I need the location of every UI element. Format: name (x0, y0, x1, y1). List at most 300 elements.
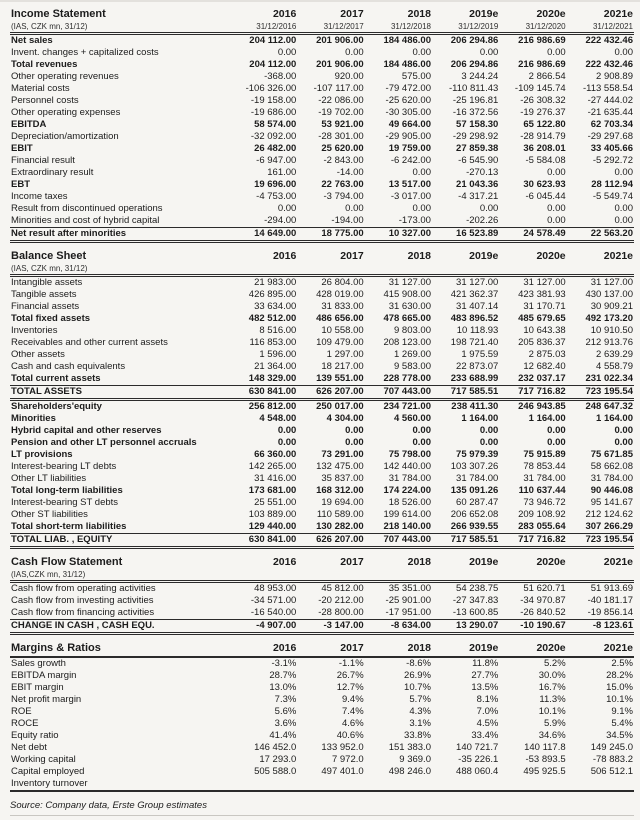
cell-value: -30 305.00 (385, 107, 431, 118)
cell-value: 31 127.00 (456, 277, 499, 288)
cell-value: 13.0% (269, 682, 297, 693)
cell-value: 0.00 (479, 47, 499, 58)
cell-value: 1 164.00 (461, 413, 499, 424)
cell-value: 9 583.00 (394, 361, 431, 372)
cell-value: -3 017.00 (390, 191, 431, 202)
cell-value: 3 244.24 (461, 71, 499, 82)
year-column-header: 2016 (272, 250, 297, 262)
cell-value: 35 837.00 (321, 473, 364, 484)
cell-value: 204 112.00 (249, 59, 297, 70)
cell-value: 415 908.00 (383, 289, 431, 300)
table-row (10, 71, 634, 83)
cell-value: -5 584.08 (525, 155, 566, 166)
year-column-header: 2021e (603, 642, 633, 654)
report-sections (10, 7, 634, 792)
cell-value: 0.00 (277, 437, 297, 448)
cell-value: -6 045.44 (525, 191, 566, 202)
section-title: Income Statement (11, 8, 106, 20)
cell-value: 3.1% (409, 718, 431, 729)
table-row (10, 657, 634, 670)
cell-value: 7.0% (476, 706, 499, 717)
cell-value: 161.00 (267, 167, 297, 178)
table-row (10, 425, 634, 437)
cell-value: -25 196.81 (452, 95, 499, 106)
cell-value: 208 123.00 (383, 337, 431, 348)
cell-value: 723 195.54 (567, 534, 634, 548)
table-row (10, 461, 634, 473)
table-row (10, 521, 634, 534)
cell-value: 103 307.26 (450, 461, 499, 472)
date-column-header: 31/12/2021 (592, 22, 633, 31)
cell-value: 0.00 (412, 437, 431, 448)
cell-value: -194.00 (331, 215, 364, 226)
cell-value: 8.1% (476, 694, 499, 705)
cell-value: 10.1% (606, 694, 633, 705)
cell-value: 184 486.00 (383, 35, 431, 46)
cell-value: 75 798.00 (388, 449, 431, 460)
cell-value: 626 207.00 (297, 386, 364, 400)
cell-value: 238 411.30 (451, 401, 499, 412)
date-column-header: 31/12/2017 (323, 22, 364, 31)
cell-value: -4 317.21 (458, 191, 499, 202)
cell-value: 506 512.1 (590, 766, 633, 777)
cell-value: 173 681.00 (248, 485, 297, 496)
cell-value: 142 440.00 (383, 461, 431, 472)
cell-value: 2.5% (611, 658, 633, 669)
section-header-row (10, 249, 634, 264)
cell-value: 31 833.00 (321, 301, 364, 312)
row-label: Net result after minorities (10, 228, 230, 242)
row-label: Cash flow from financing activities (11, 607, 155, 618)
row-label: TOTAL LIAB. , EQUITY (10, 534, 230, 548)
cell-value: 27 859.38 (456, 143, 499, 154)
cell-value: 31 784.00 (388, 473, 431, 484)
row-label: Shareholders'equity (11, 401, 102, 412)
date-column-header: 31/12/2019 (458, 22, 499, 31)
cell-value: 48 953.00 (254, 583, 297, 594)
cell-value: 31 127.00 (388, 277, 431, 288)
cell-value: -29 297.68 (587, 131, 633, 142)
cell-value: -3 147.00 (297, 620, 364, 634)
cell-value: 0.00 (614, 437, 633, 448)
date-column-header (432, 264, 499, 276)
cell-value: 0.00 (345, 437, 364, 448)
row-label: Inventory turnover (10, 778, 230, 791)
cell-value: -3.1% (271, 658, 297, 669)
cell-value: 233 688.99 (450, 373, 499, 384)
cell-value: 31 416.00 (254, 473, 297, 484)
cell-value: 0.00 (412, 167, 431, 178)
row-label: Sales growth (11, 658, 66, 669)
table-row (10, 694, 634, 706)
cell-value: 11.8% (472, 658, 499, 669)
cell-value: 7.3% (274, 694, 297, 705)
cell-value: 495 925.5 (523, 766, 566, 777)
cell-value: 4.6% (342, 718, 364, 729)
year-column-header: 2018 (407, 8, 431, 20)
section-title: Margins & Ratios (11, 642, 101, 654)
table-row (10, 143, 634, 155)
cell-value: 717 585.51 (432, 386, 499, 400)
date-column-header (432, 570, 499, 582)
cell-value: -27 347.83 (452, 595, 499, 606)
source-note (10, 798, 634, 816)
row-label: Minorities (11, 413, 56, 424)
cell-value: 1 596.00 (259, 349, 297, 360)
cell-value: 40.6% (336, 730, 364, 741)
cell-value: 116 853.00 (249, 337, 297, 348)
cell-value: 21 043.36 (456, 179, 499, 190)
cell-value: 11.3% (539, 694, 566, 705)
year-column-header: 2018 (407, 642, 431, 654)
cell-value: 216 986.69 (518, 59, 566, 70)
table-row (10, 361, 634, 373)
cell-value: 0.00 (277, 47, 297, 58)
cell-value: 222 432.46 (585, 35, 633, 46)
date-column-header: 31/12/2020 (525, 22, 566, 31)
row-label: Other assets (11, 349, 65, 360)
cell-value: 0.00 (345, 47, 364, 58)
row-label: Receivables and other current assets (11, 337, 168, 348)
row-label: ROCE (11, 718, 39, 729)
row-label: ROE (11, 706, 32, 717)
cell-value: 0.00 (547, 437, 566, 448)
section-header-row (10, 641, 634, 657)
cell-value: -368.00 (264, 71, 297, 82)
date-column-header (365, 570, 432, 582)
year-column-header: 2017 (340, 642, 364, 654)
cell-value: 21 983.00 (254, 277, 297, 288)
cell-value: 492 173.20 (585, 313, 633, 324)
cell-value: 28.7% (269, 670, 297, 681)
cell-value: 139 551.00 (316, 373, 364, 384)
cell-value: 198 721.40 (450, 337, 499, 348)
cell-value: -20 212.00 (318, 595, 364, 606)
cell-value: -29 298.92 (452, 131, 499, 142)
cell-value: -3 794.00 (323, 191, 364, 202)
row-label: Material costs (11, 83, 70, 94)
year-column-header: 2020e (536, 250, 566, 262)
row-label: Capital employed (11, 766, 85, 777)
cell-value: 53 921.00 (321, 119, 364, 130)
row-label: Other operating revenues (11, 71, 119, 82)
cell-value: 129 440.00 (248, 521, 297, 532)
year-column-header: 2021e (603, 250, 633, 262)
cell-value: 10 327.00 (365, 228, 432, 242)
table-row (10, 325, 634, 337)
table-row (10, 449, 634, 461)
table-row (10, 413, 634, 425)
row-label: Cash flow from investing activities (11, 595, 154, 606)
table-row (10, 386, 634, 400)
cell-value: 5.7% (409, 694, 431, 705)
cell-value: 0.00 (614, 47, 633, 58)
cell-value: 58 574.00 (254, 119, 297, 130)
table-row (10, 473, 634, 485)
cell-value: 22 563.20 (567, 228, 634, 242)
row-label: Intangible assets (11, 277, 83, 288)
cell-value: 283 055.64 (518, 521, 566, 532)
cell-value: -17 951.00 (385, 607, 431, 618)
year-column-header: 2019e (469, 556, 499, 568)
cell-value: 18 526.00 (388, 497, 431, 508)
cell-value: -13 600.85 (452, 607, 499, 618)
row-label: Other LT liabilities (11, 473, 87, 484)
cell-value: -8.6% (406, 658, 431, 669)
cell-value: 184 486.00 (383, 59, 431, 70)
year-column-header: 2018 (407, 250, 431, 262)
cell-value: -5 549.74 (592, 191, 633, 202)
date-column-header (230, 264, 297, 276)
table-row (10, 155, 634, 167)
table-row (10, 607, 634, 620)
year-column-header: 2016 (272, 556, 297, 568)
cell-value: 65 122.80 (523, 119, 566, 130)
cell-value: 630 841.00 (230, 534, 297, 548)
cell-value: 0.00 (345, 203, 364, 214)
year-column-header: 2017 (340, 8, 364, 20)
cell-value: 4 560.00 (394, 413, 431, 424)
cell-value: 428 019.00 (316, 289, 364, 300)
cell-value: 12.7% (336, 682, 364, 693)
cell-value: 423 381.93 (518, 289, 566, 300)
cell-value (499, 778, 566, 791)
cell-value: 7 972.0 (331, 754, 364, 765)
table-row (10, 47, 634, 59)
cell-value: 498 246.0 (388, 766, 431, 777)
cell-value: 2 908.89 (596, 71, 633, 82)
cell-value: 31 407.14 (456, 301, 499, 312)
cell-value: 62 703.34 (590, 119, 633, 130)
cell-value: -19 276.37 (520, 107, 566, 118)
cell-value: 421 362.37 (450, 289, 499, 300)
table-row (10, 754, 634, 766)
cell-value: -10 190.67 (499, 620, 566, 634)
row-label: CHANGE IN CASH , CASH EQU. (10, 620, 230, 634)
cell-value: 75 979.39 (456, 449, 499, 460)
income-statement-table (10, 7, 634, 243)
cell-value: 31 784.00 (456, 473, 499, 484)
cell-value: 66 360.00 (254, 449, 297, 460)
cell-value: -21 635.44 (587, 107, 633, 118)
cell-value: 250 017.00 (316, 401, 364, 412)
cell-value: 51 913.69 (590, 583, 633, 594)
table-row (10, 485, 634, 497)
cell-value: 51 620.71 (523, 583, 566, 594)
cell-value: 75 915.89 (523, 449, 566, 460)
cell-value: 9 369.0 (399, 754, 431, 765)
row-label: Cash flow from operating activities (11, 583, 156, 594)
cell-value: -1.1% (338, 658, 364, 669)
cell-value: 234 721.00 (383, 401, 431, 412)
row-label: LT provisions (11, 449, 73, 460)
date-column-header (297, 570, 364, 582)
cell-value: 109 479.00 (316, 337, 364, 348)
year-column-header: 2020e (536, 642, 566, 654)
cell-value: 24 578.49 (499, 228, 566, 242)
cell-value: 575.00 (401, 71, 431, 82)
table-row (10, 83, 634, 95)
cell-value: 206 652.08 (450, 509, 499, 520)
cell-value: -294.00 (264, 215, 297, 226)
cell-value (297, 778, 364, 791)
cell-value: 482 512.00 (248, 313, 297, 324)
cell-value: -34 571.00 (250, 595, 297, 606)
date-column-header (499, 570, 566, 582)
year-column-header: 2019e (469, 250, 499, 262)
year-column-header: 2019e (469, 8, 499, 20)
year-column-header: 2016 (272, 8, 297, 20)
year-column-header: 2018 (407, 556, 431, 568)
date-column-header: 31/12/2016 (256, 22, 297, 31)
cell-value: 95 141.67 (590, 497, 633, 508)
cell-value: 28 112.94 (591, 179, 633, 190)
year-column-header: 2020e (536, 8, 566, 20)
row-label: Total revenues (11, 59, 78, 70)
cell-value: 201 906.00 (316, 59, 364, 70)
row-label: Invent. changes + capitalized costs (11, 47, 159, 58)
cell-value: 485 679.65 (518, 313, 566, 324)
section-subheader-row (10, 22, 634, 34)
section-subtitle: (IAS, CZK mn, 31/12) (11, 22, 88, 31)
row-label: TOTAL ASSETS (10, 386, 230, 400)
cell-value: 717 716.82 (499, 386, 566, 400)
cell-value: -270.13 (466, 167, 499, 178)
cell-value: 149 245.0 (590, 742, 633, 753)
cell-value: 73 946.72 (523, 497, 566, 508)
cell-value: -27 444.02 (587, 95, 633, 106)
cell-value (567, 778, 634, 791)
cell-value: -6 242.00 (390, 155, 431, 166)
cell-value: -40 181.17 (587, 595, 633, 606)
cell-value: 10 558.00 (321, 325, 364, 336)
cell-value: 212 913.76 (585, 337, 633, 348)
year-column-header: 2020e (536, 556, 566, 568)
table-row (10, 276, 634, 290)
cell-value: 717 716.82 (499, 534, 566, 548)
table-row (10, 534, 634, 548)
cell-value: 4 558.79 (596, 361, 633, 372)
cell-value: 497 401.0 (321, 766, 364, 777)
row-label: Total long-term liabilities (11, 485, 123, 496)
date-column-header (365, 264, 432, 276)
cell-value: -2 843.00 (323, 155, 364, 166)
cell-value: 707 443.00 (365, 534, 432, 548)
cell-value: 4 548.00 (259, 413, 297, 424)
cell-value: 717 585.51 (432, 534, 499, 548)
cell-value: 33.8% (404, 730, 431, 741)
cell-value: 0.00 (412, 47, 431, 58)
cell-value: 232 037.17 (518, 373, 566, 384)
table-row (10, 766, 634, 778)
cell-value: 204 112.00 (249, 35, 297, 46)
cell-value (230, 778, 297, 791)
date-column-header (499, 264, 566, 276)
cell-value: -8 634.00 (365, 620, 432, 634)
cell-value: -28 800.00 (318, 607, 364, 618)
cell-value: 9.1% (611, 706, 633, 717)
table-row (10, 582, 634, 596)
cell-value: 151 383.0 (388, 742, 431, 753)
table-row (10, 228, 634, 242)
cell-value: 25 551.00 (254, 497, 297, 508)
cell-value: 174 224.00 (383, 485, 431, 496)
cell-value: 201 906.00 (316, 35, 364, 46)
cell-value: -16 372.56 (452, 107, 499, 118)
cell-value: 28.2% (606, 670, 633, 681)
row-label: Total short-term liabilities (11, 521, 127, 532)
cell-value: -113 558.54 (582, 83, 633, 94)
cell-value: 13 517.00 (388, 179, 431, 190)
section-header-row (10, 555, 634, 570)
cell-value: 10 643.38 (523, 325, 566, 336)
cell-value: 206 294.86 (450, 35, 499, 46)
cell-value: 8 516.00 (259, 325, 297, 336)
section-title: Cash Flow Statement (11, 556, 123, 568)
cell-value: 103 889.00 (248, 509, 297, 520)
cell-value: 478 665.00 (383, 313, 431, 324)
cell-value: 0.00 (277, 425, 297, 436)
row-label: Equity ratio (11, 730, 59, 741)
table-row (10, 730, 634, 742)
cell-value: -34 970.87 (520, 595, 566, 606)
row-label: EBITDA margin (11, 670, 77, 681)
cell-value: 14 649.00 (230, 228, 297, 242)
cell-value: 0.00 (547, 215, 566, 226)
table-row (10, 497, 634, 509)
cell-value: 430 137.00 (585, 289, 633, 300)
table-row (10, 215, 634, 228)
cell-value: 231 022.34 (585, 373, 633, 384)
cell-value: 1 164.00 (528, 413, 566, 424)
cell-value: 0.00 (547, 167, 566, 178)
cell-value: 0.00 (412, 425, 431, 436)
cell-value: 5.4% (611, 718, 633, 729)
cell-value: -26 840.52 (520, 607, 566, 618)
cell-value: 10.1% (538, 706, 566, 717)
table-row (10, 34, 634, 48)
cell-value: 0.00 (479, 425, 499, 436)
cell-value: 630 841.00 (230, 386, 297, 400)
row-label: Interest-bearing ST debts (11, 497, 119, 508)
cell-value: 135 091.26 (450, 485, 499, 496)
cell-value: -79 472.00 (385, 83, 431, 94)
cell-value: 19 759.00 (388, 143, 431, 154)
table-row (10, 595, 634, 607)
row-label: Working capital (11, 754, 76, 765)
cell-value: -6 545.90 (458, 155, 499, 166)
cell-value: 34.6% (538, 730, 566, 741)
date-column-header (567, 570, 634, 582)
section-subtitle: (IAS,CZK mn, 31/12) (11, 570, 86, 579)
cell-value: 0.00 (614, 203, 633, 214)
row-label: Cash and cash equivalents (11, 361, 126, 372)
cell-value: 132 475.00 (316, 461, 364, 472)
margins-ratios-table (10, 641, 634, 792)
cell-value: 10 118.93 (456, 325, 499, 336)
cell-value: 22 763.00 (321, 179, 364, 190)
cell-value: -16 540.00 (250, 607, 297, 618)
cell-value: 90 446.08 (590, 485, 633, 496)
cell-value: 483 896.52 (450, 313, 499, 324)
section-header-row (10, 7, 634, 22)
cell-value: 19 696.00 (254, 179, 297, 190)
cell-value: 58 662.08 (590, 461, 633, 472)
cell-value: -28 301.00 (318, 131, 364, 142)
cell-value: 17 293.0 (259, 754, 297, 765)
cell-value: 110 637.44 (518, 485, 566, 496)
cell-value: 16 523.89 (432, 228, 499, 242)
